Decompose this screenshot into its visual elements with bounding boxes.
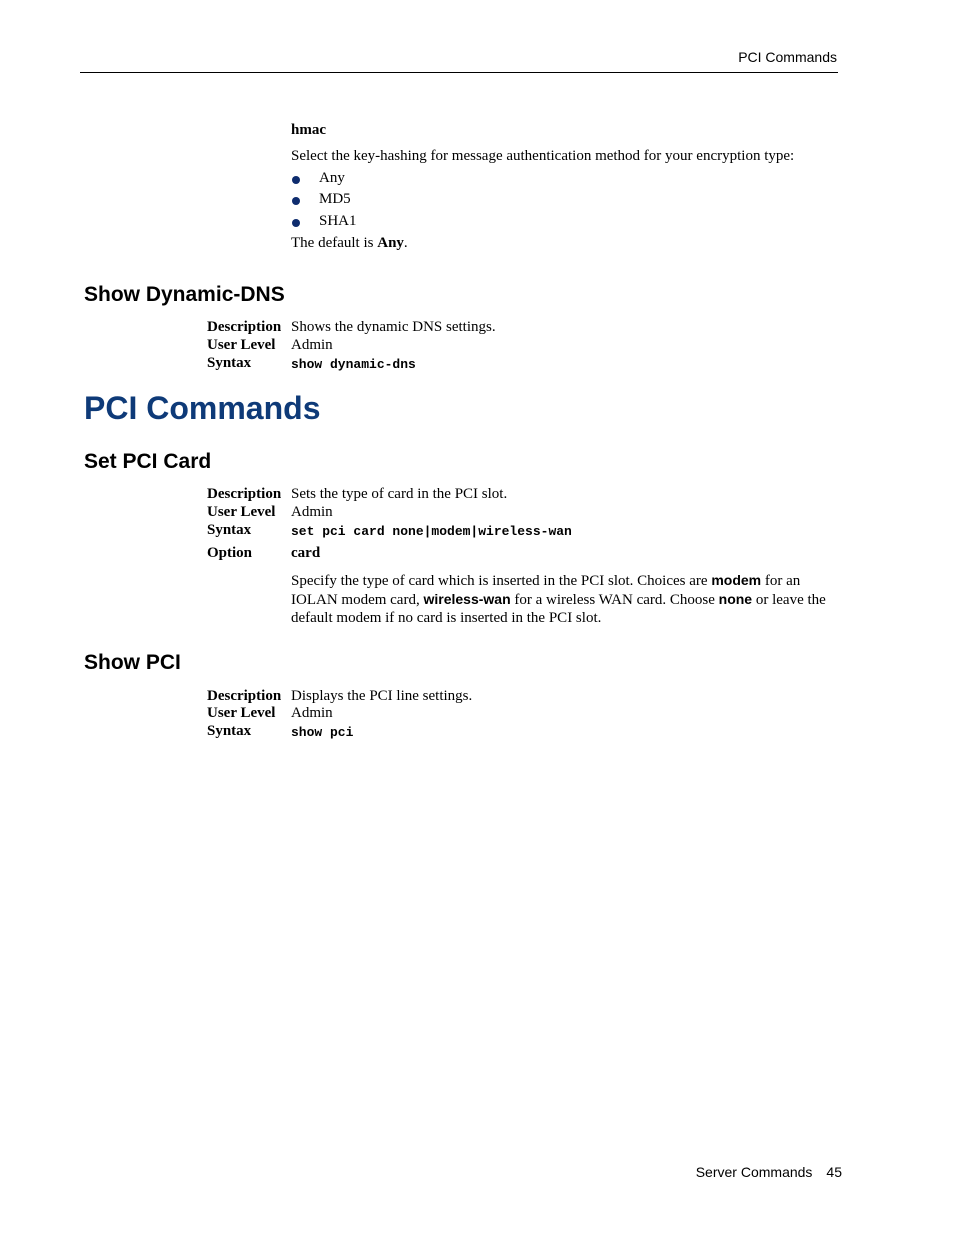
header-rule [80, 72, 838, 73]
syntax-label: Syntax [207, 355, 252, 371]
option-label: Option [207, 545, 253, 561]
user-level-value: Admin [291, 337, 333, 353]
syntax-value: show pci [291, 725, 354, 740]
bullet-icon [292, 176, 300, 184]
page-footer [696, 1164, 842, 1180]
description-value: Displays the PCI line settings. [291, 688, 473, 704]
user-level-label: User Level [207, 337, 276, 353]
section-title-set-pci-card: Set PCI Card [84, 450, 212, 473]
page-number: 45 [826, 1164, 842, 1180]
user-level-label: User Level [207, 705, 276, 721]
description-label: Description [207, 486, 282, 502]
hmac-intro: Select the key-hashing for message authentication method for your encryption type: [291, 148, 795, 164]
hmac-option-any: Any [319, 170, 345, 186]
chapter-heading-pci-commands: PCI Commands [84, 390, 321, 426]
section-title-show-dynamic-dns: Show Dynamic-DNS [84, 283, 285, 306]
running-header: PCI Commands [738, 49, 837, 65]
hmac-term: hmac [291, 122, 326, 138]
hmac-option-sha1: SHA1 [319, 213, 357, 229]
user-level-label: User Level [207, 504, 276, 520]
description-label: Description [207, 688, 282, 704]
syntax-label: Syntax [207, 522, 252, 538]
user-level-value: Admin [291, 705, 333, 721]
description-value: Sets the type of card in the PCI slot. [291, 486, 508, 502]
syntax-label: Syntax [207, 723, 252, 739]
bullet-icon [292, 197, 300, 205]
option-name: card [291, 545, 321, 561]
user-level-value: Admin [291, 504, 333, 520]
description-value: Shows the dynamic DNS settings. [291, 319, 496, 335]
syntax-value: set pci card none|modem|wireless-wan [291, 524, 572, 539]
description-label: Description [207, 319, 282, 335]
hmac-default: The default is Any. [291, 235, 408, 251]
bullet-icon [292, 219, 300, 227]
section-title-show-pci: Show PCI [84, 651, 181, 674]
footer-chapter: Server Commands [695, 1164, 813, 1180]
hmac-option-md5: MD5 [319, 191, 351, 207]
syntax-value: show dynamic-dns [291, 357, 416, 372]
option-description: Specify the type of card which is inserted in the PCI slot. Choices are modem for an IOLAN modem card, wireless-wan for a wireless WAN card. Choose none or leave the default modem if no card is inserted in the PCI slot. [291, 572, 826, 626]
